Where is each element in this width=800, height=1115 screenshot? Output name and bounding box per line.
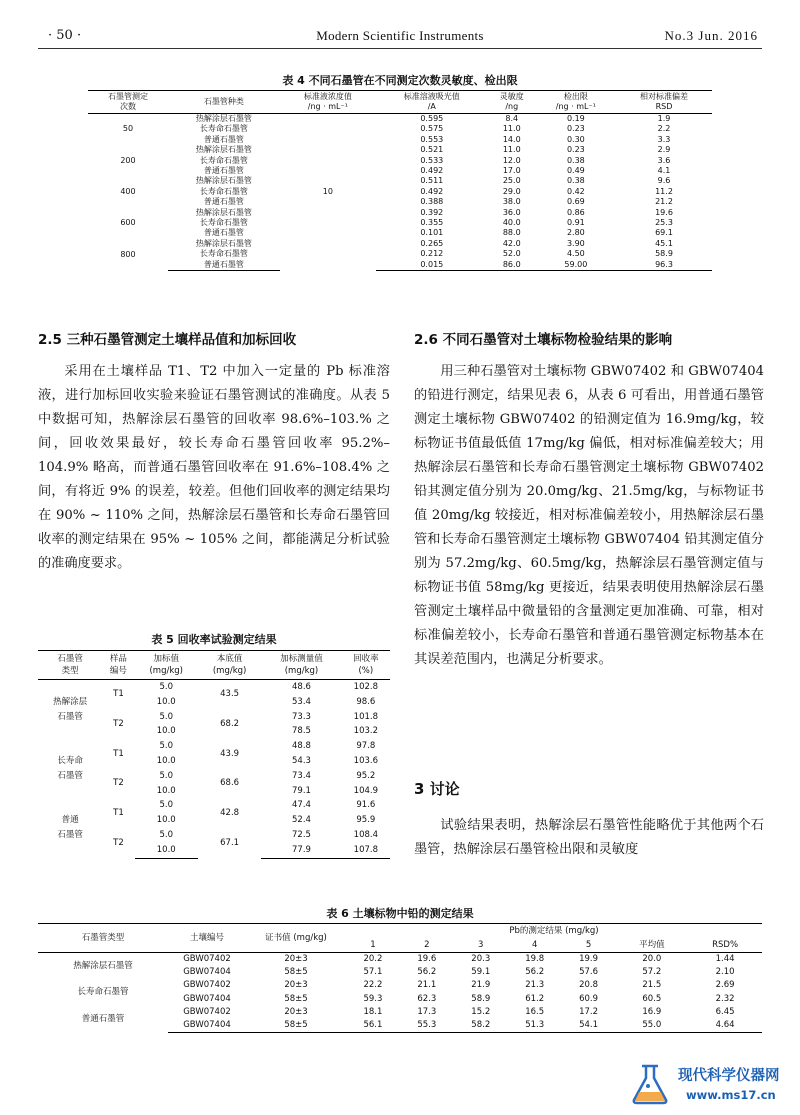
t6-header-pb: Pb的测定结果 (mg/kg) [346, 924, 762, 939]
t5-add-cell: 10.0 [156, 696, 176, 707]
t5-header-cell: 本底值 (mg/kg) [198, 651, 261, 680]
table5-caption: 表 5 回收率试验测定结果 [151, 633, 277, 646]
table-row [88, 187, 712, 197]
t5-rec-cell: 97.8 [356, 741, 376, 752]
t5-meas-cell: 73.3 [292, 711, 311, 722]
t5-meas-cell: 79.1 [292, 785, 311, 796]
running-header [38, 26, 762, 49]
t4-lod-cell: 4.50 [566, 249, 585, 259]
t5-rec-cell: 104.9 [353, 785, 379, 796]
table-row [88, 156, 712, 166]
t5-rec-cell: 95.2 [356, 770, 376, 781]
t4-rsd-cell: 45.1 [655, 238, 673, 248]
t4-rsd-cell: 2.9 [657, 145, 671, 155]
table-row [88, 145, 712, 155]
t4-abs-cell: 0.492 [420, 166, 444, 176]
t4-abs-cell: 0.265 [420, 238, 444, 248]
t4-header-cell: 标准溶液吸光值 /A [376, 91, 488, 114]
t4-abs-cell: 0.521 [420, 145, 444, 155]
t6-value-cell: 61.2 [525, 993, 545, 1004]
t4-rsd-cell: 3.6 [657, 155, 671, 165]
t4-rsd-cell: 11.2 [655, 186, 673, 196]
t6-cert-cell: 20±3 [284, 1006, 308, 1017]
issue-info: No.3 Jun. 2016 [664, 28, 758, 43]
t5-add-cell: 5.0 [159, 682, 173, 692]
t6-value-cell: 17.2 [579, 1006, 599, 1017]
t4-sens-cell: 38.0 [502, 197, 521, 207]
t6-value-cell: 17.3 [417, 1006, 437, 1017]
t4-sens-cell: 11.0 [502, 124, 521, 134]
t5-meas-cell: 72.5 [292, 829, 311, 840]
t5-id-cell: T2 [113, 718, 124, 729]
t4-lod-cell: 0.86 [566, 207, 585, 217]
t4-type-cell: 普通石墨管 [203, 197, 244, 207]
table5 [38, 650, 390, 859]
t4-type-cell: 热解涂层石墨管 [195, 114, 252, 123]
t6-type-cell: 长寿命石墨管 [77, 987, 129, 997]
t5-add-cell: 5.0 [159, 770, 173, 781]
t4-conc-cell: 10 [322, 187, 333, 197]
t6-cert-cell: 20±3 [284, 954, 308, 964]
t4-type-cell: 热解涂层石墨管 [195, 207, 252, 217]
t5-bg-cell: 68.2 [220, 718, 240, 729]
table-row [88, 197, 712, 207]
t5-add-cell: 10.0 [156, 726, 176, 737]
t4-rsd-cell: 69.1 [655, 228, 673, 238]
t6-id-cell: GBW07404 [183, 967, 231, 978]
t6-subheader-cell: 平均值 [616, 938, 689, 953]
t4-type-cell: 长寿命石墨管 [199, 186, 248, 196]
t6-value-cell: 2.69 [715, 980, 735, 991]
section-3-text: 试验结果表明，热解涂层石墨管性能略优于其他两个石墨管，热解涂层石墨管检出限和灵敏度 [414, 818, 764, 857]
t4-lod-cell: 3.90 [566, 238, 585, 248]
t6-value-cell: 60.5 [642, 993, 662, 1004]
t6-type-cell: 热解涂层石墨管 [73, 960, 133, 971]
table-row [38, 1006, 762, 1019]
t6-value-cell: 21.5 [642, 980, 662, 991]
t6-value-cell: 4.64 [688, 1019, 762, 1033]
t4-type-cell: 普通石墨管 [203, 134, 244, 144]
table-row [38, 798, 390, 813]
t4-sens-cell: 29.0 [502, 186, 521, 196]
table-row [88, 208, 712, 218]
t6-value-cell: 19.6 [417, 954, 437, 964]
t4-type-cell: 普通石墨管 [168, 260, 280, 271]
t4-abs-cell: 0.355 [420, 218, 444, 228]
t6-header-id: 土壤编号 [168, 924, 246, 953]
t4-abs-cell: 0.553 [420, 134, 444, 144]
t4-abs-cell: 0.392 [420, 207, 444, 217]
t6-cert-cell: 58±5 [246, 1019, 346, 1033]
t5-header-cell: 加标测量值 (mg/kg) [261, 651, 341, 680]
t4-rsd-cell: 21.2 [655, 197, 673, 207]
t6-value-cell: 20.0 [642, 954, 662, 964]
t5-meas-cell: 54.3 [292, 755, 311, 766]
t5-rec-cell: 107.8 [342, 843, 390, 858]
t5-type-cell: 普通 石墨管 [57, 815, 83, 841]
t5-meas-cell: 77.9 [261, 843, 341, 858]
t6-value-cell: 20.3 [471, 954, 491, 964]
t6-value-cell: 20.8 [579, 980, 599, 991]
t4-rsd-cell: 58.9 [655, 249, 673, 259]
t5-meas-cell: 48.8 [292, 741, 311, 752]
t4-sens-cell: 86.0 [488, 260, 536, 271]
t6-value-cell: 54.1 [562, 1019, 616, 1033]
t6-cert-cell: 58±5 [284, 993, 308, 1004]
t5-add-cell: 10.0 [135, 843, 198, 858]
t6-value-cell: 21.3 [525, 980, 545, 991]
t4-abs-cell: 0.595 [420, 114, 444, 123]
t5-meas-cell: 48.6 [292, 682, 311, 692]
watermark-site-name: 现代科学仪器网 [678, 1068, 780, 1084]
t5-header-cell: 回收率 (%) [342, 651, 390, 680]
t5-header-cell: 样品 编号 [102, 651, 134, 680]
t4-sens-cell: 88.0 [502, 228, 521, 238]
t4-rsd-cell: 9.6 [657, 176, 671, 186]
t4-type-cell: 长寿命石墨管 [199, 249, 248, 259]
t5-add-cell: 5.0 [159, 711, 173, 722]
journal-name: Modern Scientific Instruments [316, 28, 484, 43]
t6-id-cell: GBW07404 [183, 993, 231, 1004]
t4-header-cell: 相对标准偏差 RSD [616, 91, 712, 114]
t6-value-cell: 2.10 [715, 967, 735, 978]
t5-meas-cell: 47.4 [292, 800, 311, 811]
t5-type-cell: 热解涂层 石墨管 [53, 696, 88, 722]
t4-sens-cell: 42.0 [502, 238, 521, 248]
t6-cert-cell: 20±3 [284, 980, 308, 991]
t4-abs-cell: 0.212 [420, 249, 444, 259]
t4-times-cell: 600 [120, 218, 136, 228]
t6-value-cell: 62.3 [417, 993, 437, 1004]
section-2-5-text: 采用在土壤样品 T1、T2 中加入一定量的 Pb 标准溶液，进行加标回收实验来验证石墨管测试的准确度。从表 5 中数据可知，热解涂层石墨管的回收率 98.6%–103.% 之间，回收效果最好，较长寿命石墨管回收率 95.2%–104.9% 略高，而普通石墨管回收率在 91.6%–108.4% 之间，有将近 9% 的误差，较差。但他们回收率的测定结果均在 90% ~ 110% 之间，热解涂层石墨管和长寿命石墨管回收率的测定结果在 95% ~ 105% 之间，都能满足分析试验的准确度要求。 [38, 364, 390, 571]
t6-value-cell: 57.1 [363, 967, 383, 978]
t4-lod-cell: 0.69 [566, 197, 585, 207]
t6-subheader-cell: 3 [454, 938, 508, 953]
t6-subheader-cell: 1 [346, 938, 400, 953]
t4-abs-cell: 0.101 [420, 228, 444, 238]
t5-rec-cell: 103.2 [353, 726, 379, 737]
t6-value-cell: 56.1 [346, 1019, 400, 1033]
t6-value-cell: 22.2 [363, 980, 383, 991]
t4-rsd-cell: 2.2 [657, 124, 671, 134]
t4-type-cell: 长寿命石墨管 [199, 124, 248, 134]
t6-id-cell: GBW07402 [183, 980, 231, 991]
t4-type-cell: 长寿命石墨管 [199, 218, 248, 228]
table6-caption: 表 6 土壤标物中铅的测定结果 [326, 907, 474, 920]
t4-sens-cell: 36.0 [502, 207, 521, 217]
t4-times-cell: 200 [120, 155, 136, 165]
section-3-title: 3 讨论 [414, 780, 460, 798]
t5-rec-cell: 103.6 [353, 755, 379, 766]
t6-value-cell: 55.0 [616, 1019, 689, 1033]
t5-bg-cell: 43.5 [220, 689, 240, 700]
watermark-logo-icon [628, 1062, 672, 1106]
t4-abs-cell: 0.015 [376, 260, 488, 271]
t5-rec-cell: 91.6 [356, 800, 376, 811]
t5-rec-cell: 101.8 [353, 711, 379, 722]
section-2-6-title: 2.6 不同石墨管对土壤标物检验结果的影响 [414, 332, 673, 348]
t5-bg-cell: 68.6 [220, 778, 240, 789]
t4-sens-cell: 12.0 [502, 155, 521, 165]
t6-value-cell: 60.9 [579, 993, 599, 1004]
table-row [88, 135, 712, 145]
t6-id-cell: GBW07402 [183, 1006, 231, 1017]
table-row [38, 739, 390, 754]
t5-id-cell: T1 [113, 748, 124, 759]
t4-abs-cell: 0.533 [420, 155, 444, 165]
t6-value-cell: 59.1 [471, 967, 491, 978]
t4-type-cell: 普通石墨管 [203, 228, 244, 238]
t4-times-cell: 400 [120, 186, 136, 196]
table6 [38, 923, 762, 1033]
table-row [88, 218, 712, 228]
table-row [38, 680, 390, 695]
t6-value-cell: 1.44 [715, 954, 735, 964]
page-number: · 50 · [48, 28, 82, 43]
t5-bg-cell: 43.9 [220, 748, 240, 759]
watermark-url: www.ms17.cn [686, 1088, 776, 1102]
t6-id-cell: GBW07404 [168, 1019, 246, 1033]
table-row [88, 166, 712, 176]
t4-abs-cell: 0.492 [420, 186, 444, 196]
t6-subheader-cell: RSD% [688, 938, 762, 953]
t6-value-cell: 55.3 [400, 1019, 454, 1033]
t6-value-cell: 58.2 [454, 1019, 508, 1033]
t6-value-cell: 21.1 [417, 980, 437, 991]
t4-rsd-cell: 19.6 [655, 207, 673, 217]
t5-header-cell: 石墨管 类型 [38, 651, 102, 680]
t4-times-cell: 50 [122, 124, 134, 134]
t4-sens-cell: 40.0 [502, 218, 521, 228]
t4-lod-cell: 0.42 [566, 186, 585, 196]
section-2-5-title: 2.5 三种石墨管测定土壤样品值和加标回收 [38, 332, 297, 348]
t4-lod-cell: 0.23 [566, 145, 585, 155]
t5-rec-cell: 108.4 [353, 829, 379, 840]
t4-lod-cell: 0.38 [566, 155, 585, 165]
t6-value-cell: 20.2 [363, 954, 383, 964]
t4-rsd-cell: 96.3 [616, 260, 712, 271]
t4-rsd-cell: 3.3 [657, 134, 671, 144]
t6-subheader-cell: 5 [562, 938, 616, 953]
t5-bg-cell: 67.1 [220, 837, 240, 848]
t4-header-cell: 检出限 /ng · mL⁻¹ [536, 91, 616, 114]
t6-value-cell: 6.45 [715, 1006, 735, 1017]
t5-type-cell: 长寿命 石墨管 [57, 755, 83, 781]
t6-value-cell: 19.8 [525, 954, 545, 964]
t5-add-cell: 5.0 [159, 741, 173, 752]
table-row [38, 979, 762, 992]
t5-add-cell: 5.0 [159, 829, 173, 840]
t6-subheader-cell: 2 [400, 938, 454, 953]
t6-value-cell: 21.9 [471, 980, 491, 991]
t6-value-cell: 58.9 [471, 993, 491, 1004]
t6-value-cell: 16.9 [642, 1006, 662, 1017]
table4-caption: 表 4 不同石墨管在不同测定次数灵敏度、检出限 [282, 74, 518, 87]
t4-lod-cell: 0.49 [566, 166, 585, 176]
t4-header-cell: 灵敏度 /ng [488, 91, 536, 114]
t4-sens-cell: 52.0 [502, 249, 521, 259]
t5-id-cell: T2 [113, 778, 124, 789]
t5-add-cell: 10.0 [156, 785, 176, 796]
t5-id-cell: T1 [113, 689, 124, 700]
t6-value-cell: 51.3 [508, 1019, 562, 1033]
section-2-6-text: 用三种石墨管对土壤标物 GBW07402 和 GBW07404 的铅进行测定，结果见表 6，从表 6 可看出，用普通石墨管测定土壤标物 GBW07402 的铅测定值为 16.9mg/kg，较标物证书值最低值 17mg/kg 偏低，相对标准偏差较大；用热解涂层石墨管和长寿命石墨管测定土壤标物 GBW07402 铅其测定值分别为 20.0mg/kg、21.5mg/kg，与标物证书值 20mg/kg 较接近，相对标准偏差较小，用热解涂层石墨管和长寿命石墨管测定土壤标物 GBW07404 铅其测定值分别为 57.2mg/kg、60.5mg/kg，热解涂层石墨管测定值与标物证书值 58mg/kg 更接近，结果表明使用热解涂层石墨管测定土壤样品中微量铅的含量测定更加准确、可靠，相对标准偏差较小，长寿命石墨管和普通石墨管测定标物基本在其误差范围内，也满足分析要求。 [414, 364, 764, 667]
t6-type-cell: 普通石墨管 [81, 1013, 125, 1024]
t5-meas-cell: 78.5 [292, 726, 311, 737]
t6-value-cell: 59.3 [363, 993, 383, 1004]
t4-sens-cell: 25.0 [502, 176, 521, 186]
t6-value-cell: 18.1 [363, 1006, 383, 1017]
t6-header-cert: 证书值 (mg/kg) [246, 924, 346, 953]
t5-rec-cell: 102.8 [353, 682, 379, 692]
t5-id-cell: T1 [113, 807, 124, 818]
t4-type-cell: 热解涂层石墨管 [195, 145, 252, 155]
t5-rec-cell: 95.9 [356, 815, 376, 826]
t4-lod-cell: 2.80 [566, 228, 585, 238]
t4-rsd-cell: 25.3 [655, 218, 673, 228]
t4-type-cell: 长寿命石墨管 [199, 155, 248, 165]
t6-id-cell: GBW07402 [183, 954, 231, 964]
t4-sens-cell: 14.0 [502, 134, 521, 144]
t6-value-cell: 15.2 [471, 1006, 491, 1017]
t6-header-type: 石墨管类型 [38, 924, 168, 953]
table-row [88, 124, 712, 134]
t4-sens-cell: 8.4 [505, 114, 519, 123]
t6-cert-cell: 58±5 [284, 967, 308, 978]
t5-add-cell: 10.0 [156, 815, 176, 826]
t6-value-cell: 2.32 [715, 993, 735, 1004]
t4-lod-cell: 0.30 [566, 134, 585, 144]
t5-meas-cell: 52.4 [292, 815, 311, 826]
table-row [88, 239, 712, 249]
t4-lod-cell: 0.19 [566, 114, 585, 123]
t6-value-cell: 56.2 [417, 967, 437, 978]
t4-abs-cell: 0.511 [420, 176, 444, 186]
t4-header-cell: 标准液浓度值 /ng · mL⁻¹ [280, 91, 376, 114]
t4-times-cell: 800 [120, 249, 136, 259]
t5-add-cell: 10.0 [156, 755, 176, 766]
t4-type-cell: 普通石墨管 [203, 166, 244, 176]
t5-header-cell: 加标值 (mg/kg) [135, 651, 198, 680]
t4-sens-cell: 11.0 [502, 145, 521, 155]
t5-id-cell: T2 [113, 837, 124, 848]
t6-value-cell: 19.9 [579, 954, 599, 964]
t5-meas-cell: 73.4 [292, 770, 311, 781]
table4 [88, 90, 712, 271]
table-row [88, 249, 712, 259]
t6-value-cell: 57.2 [642, 967, 662, 978]
t5-meas-cell: 53.4 [292, 696, 311, 707]
t4-lod-cell: 59.00 [536, 260, 616, 271]
t4-header-cell: 石墨管种类 [168, 91, 280, 114]
t5-rec-cell: 98.6 [356, 696, 376, 707]
t6-value-cell: 16.5 [525, 1006, 545, 1017]
t4-sens-cell: 17.0 [502, 166, 521, 176]
table-row [88, 228, 712, 238]
t6-value-cell: 56.2 [525, 967, 545, 978]
t6-subheader-cell: 4 [508, 938, 562, 953]
watermark [628, 1060, 796, 1110]
t4-type-cell: 热解涂层石墨管 [195, 176, 252, 186]
t5-bg-cell: 42.8 [220, 807, 240, 818]
t4-lod-cell: 0.38 [566, 176, 585, 186]
t4-lod-cell: 0.91 [566, 218, 585, 228]
t4-type-cell: 热解涂层石墨管 [195, 238, 252, 248]
t4-rsd-cell: 4.1 [657, 166, 671, 176]
t5-add-cell: 5.0 [159, 800, 173, 811]
t4-header-cell: 石墨管测定 次数 [88, 91, 168, 114]
table-row [88, 114, 712, 125]
table-row [88, 176, 712, 186]
t4-abs-cell: 0.388 [420, 197, 444, 207]
table-row [88, 260, 712, 271]
table-row [38, 953, 762, 967]
t6-value-cell: 57.6 [579, 967, 599, 978]
t4-abs-cell: 0.575 [420, 124, 444, 134]
t4-lod-cell: 0.23 [566, 124, 585, 134]
t4-rsd-cell: 1.9 [657, 114, 671, 123]
